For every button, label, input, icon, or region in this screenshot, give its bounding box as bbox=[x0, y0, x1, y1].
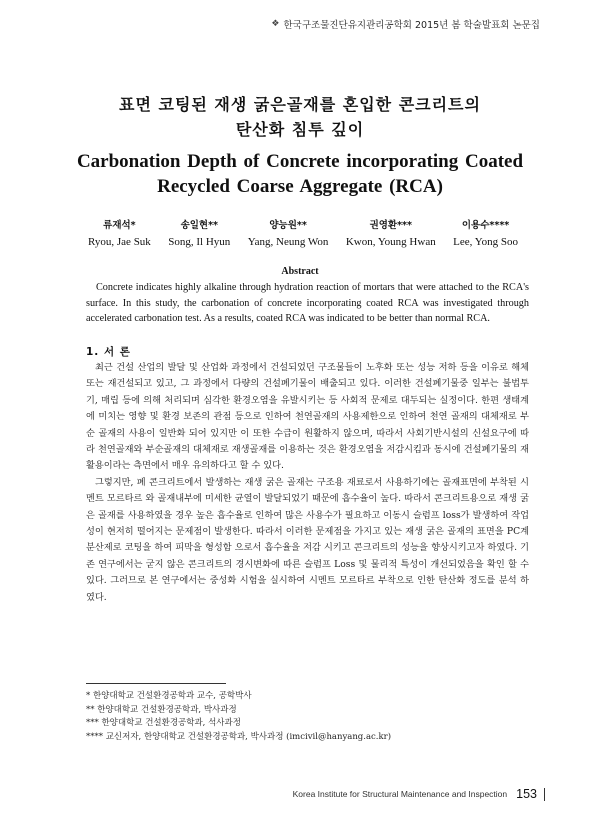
journal-name: 한국구조물진단유지관리공학회 2015년 봄 학술발표회 논문집 bbox=[283, 20, 540, 31]
author-name-english: Song, Il Hyun bbox=[168, 236, 231, 248]
korean-title-line-2: 탄산화 침투 깊이 bbox=[235, 120, 365, 139]
korean-title-line-1: 표면 코팅된 재생 굵은골재를 혼입한 콘크리트의 bbox=[119, 95, 481, 114]
footnote: * 한양대학교 건설환경공학과 교수, 공학박사 bbox=[86, 691, 252, 701]
english-title-line-1: Carbonation Depth of Concrete incorporating Coated bbox=[76, 151, 524, 172]
footer-organization: Korea Institute for Structural Maintenance and Inspection bbox=[292, 789, 508, 799]
footnotes bbox=[86, 690, 391, 744]
author-list bbox=[88, 219, 518, 248]
author-name-english: Yang, Neung Won bbox=[247, 236, 329, 248]
author-name-english: Lee, Yong Soo bbox=[453, 236, 518, 248]
author-name-english: Ryou, Jae Suk bbox=[88, 236, 151, 248]
running-header bbox=[271, 17, 540, 31]
abstract-heading: Abstract bbox=[281, 266, 319, 277]
header-diamond-icon: ❖ bbox=[271, 19, 280, 29]
author-name-korean: 양능원** bbox=[269, 220, 307, 231]
footnote: *** 한양대학교 건설환경공학과, 석사과정 bbox=[86, 718, 241, 729]
footer-divider bbox=[544, 788, 545, 801]
author bbox=[88, 219, 151, 248]
author-name-english: Kwon, Young Hwan bbox=[345, 236, 436, 248]
author-name-korean: 권영환*** bbox=[369, 220, 412, 231]
section-body bbox=[86, 360, 529, 606]
body-paragraph: 그렇지만, 폐 콘크리트에서 발생하는 재생 굵은 골재는 구조용 재료로서 사용하기에는 골재표면에 부착된 시멘트 모르타르 와 골재내부에 미세한 균열이 발달되었기 때문에 흡수율이 높다. 따라서 콘크리트용으로 재생 굵은 골재를 사용하였을 경우 높은 흡수율로 인하여 많은 사용수가 필요하고 이동시 슬럼프 loss가 발생하여 작업성이 현저히 떨어지는 문제점이 발생한다. 따라서 이러한 문제점을 가지고 있는 재생 굵은 골재의 표면을 PC계 분산제로 코팅을 하여 피막을 형성함 으로서 흡수율을 저감 시키고 콘크리트의 성능을 향상시키고자 하였다. 기존 연구에서는 굳지 않은 콘크리트의 경시변화에 따른 슬럼프 Loss 및 물리적 특성이 개선되었음을 확인 할 수 있다. 그러므로 본 연구에서는 중성화 시험을 실시하여 시멘트 모르타르 부착으로 인한 탄산화 정도를 분석 하였다. bbox=[86, 476, 529, 603]
author bbox=[168, 219, 230, 248]
section-heading: 1. 서 론 bbox=[86, 346, 131, 358]
page-number: 153 bbox=[516, 787, 537, 801]
author-name-korean: 송일현** bbox=[180, 220, 219, 231]
footnote-divider bbox=[86, 683, 226, 684]
body-paragraph: 최근 건설 산업의 발달 및 산업화 과정에서 건설되었던 구조물들이 노후화 또는 성능 저하 등을 이유로 해체 또는 재건설되고 있고, 그 과정에서 다량의 건설폐기물이 배출되고 있다. 이러한 건설폐기물중 일부는 불법투기, 매립 등에 의해 처리되며 심각한 환경오염을 유발시키는 등 사회적 문제로 대두되는 실정이다. 한편 생태계에 미치는 영향 및 환경 보존의 관점 등으로 인하여 천연골재의 사용제한으로 인하여 천연 골재의 대체재로 부순 골재의 사용이 일반화 되어 있지만 이 또한 수급이 원활하지 않으며, 따라서 사회기반시설의 신설요구에 따라 천연골재와 부순골재의 대체재로 재생골재를 이용하는 것은 환경오염을 저감시킴과 동시에 건설폐기물의 재활용이라는 측면에서 매우 유의하다고 할 수 있다. bbox=[86, 362, 529, 472]
footnote: ** 한양대학교 건설환경공학과, 박사과정 bbox=[86, 704, 237, 715]
author bbox=[346, 219, 436, 248]
english-title-line-2: Recycled Coarse Aggregate (RCA) bbox=[157, 176, 443, 197]
author bbox=[453, 219, 518, 248]
abstract-text: Concrete indicates highly alkaline through hydration reaction of mortars that were attached to the RCA's surface. In this study, the carbonation of concrete incorporating coated RCA was investigated through accelerated carbonation test. As a results, coated RCA was indicated to be better than normal RCA. bbox=[86, 282, 529, 324]
author bbox=[248, 219, 329, 248]
footnote: **** 교신저자, 한양대학교 건설환경공학과, 박사과정 (imcivil@hanyang.ac.kr) bbox=[86, 731, 392, 742]
page-footer bbox=[293, 787, 545, 801]
author-name-korean: 이용수**** bbox=[461, 220, 510, 231]
author-name-korean: 류재석* bbox=[103, 220, 136, 231]
